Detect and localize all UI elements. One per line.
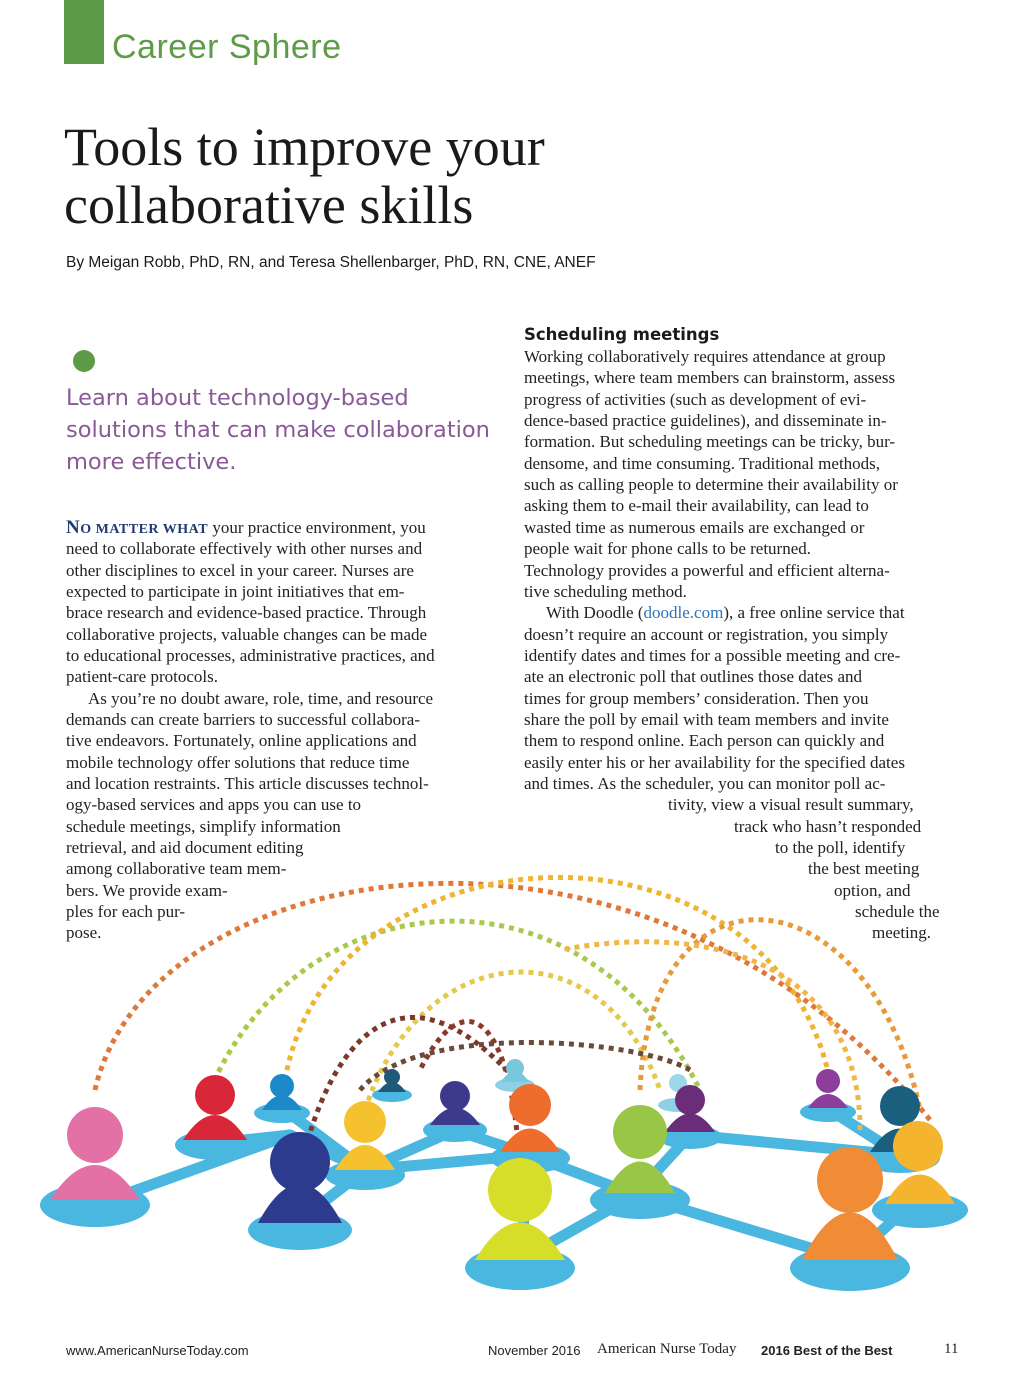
body-line: asking them to e-mail their availability, can lead to xyxy=(524,496,869,515)
footer-edition: 2016 Best of the Best xyxy=(761,1343,893,1358)
body-line: easily enter his or her availability for the specified dates xyxy=(524,753,905,772)
body-line: As you’re no doubt aware, role, time, and resource xyxy=(88,689,434,708)
deck-summary xyxy=(66,382,516,478)
footer-publication: American Nurse Today xyxy=(597,1341,737,1357)
body-line: wasted time as numerous emails are exchanged or xyxy=(524,518,865,537)
body-line: such as calling people to determine their availability or xyxy=(524,475,898,494)
page-number: 11 xyxy=(944,1341,959,1357)
body-line: ples for each pur- xyxy=(66,902,186,921)
body-line: formation. But scheduling meetings can be tricky, bur- xyxy=(524,432,896,451)
body-line: expected to participate in joint initiatives that em- xyxy=(66,582,405,601)
body-line: progress of activities (such as development of evi- xyxy=(524,390,867,409)
subhead-scheduling: Scheduling meetings xyxy=(524,325,720,344)
section-title: Career Sphere xyxy=(112,28,342,66)
body-line: track who hasn’t responded xyxy=(734,817,922,836)
footer-date: November 2016 xyxy=(488,1343,581,1358)
body-line: tive endeavors. Fortunately, online applications and xyxy=(66,731,417,750)
article-title xyxy=(64,118,764,234)
body-line: collaborative projects, valuable changes can be made xyxy=(66,625,428,644)
body-line: tive scheduling method. xyxy=(524,582,687,601)
bullet-dot-icon xyxy=(73,350,95,372)
article-title-line2: collaborative skills xyxy=(64,175,474,235)
body-line: identify dates and times for a possible meeting and cre- xyxy=(524,646,901,665)
body-line: NO MATTER WHAT your practice environment, you xyxy=(66,517,426,538)
body-line: need to collaborate effectively with other nurses and xyxy=(66,539,423,558)
body-line: Working collaboratively requires attendance at group xyxy=(524,347,886,366)
body-line: Technology provides a powerful and efficient alterna- xyxy=(524,561,890,580)
deck-line: Learn about technology-based xyxy=(66,385,409,411)
lead-in: NO MATTER WHAT xyxy=(66,517,209,538)
body-line: patient-care protocols. xyxy=(66,667,218,686)
body-line: share the poll by email with team members and invite xyxy=(524,710,889,729)
body-line: ogy-based services and apps you can use to xyxy=(66,795,362,814)
body-line: mobile technology offer solutions that reduce time xyxy=(66,753,410,772)
body-line: dence-based practice guidelines), and disseminate in- xyxy=(524,411,887,430)
body-line: schedule the xyxy=(855,902,940,921)
body-line: among collaborative team mem- xyxy=(66,859,287,878)
byline: By Meigan Robb, PhD, RN, and Teresa Shellenbarger, PhD, RN, CNE, ANEF xyxy=(66,254,596,271)
body-line: and location restraints. This article discusses technol- xyxy=(66,774,429,793)
body-line: retrieval, and aid document editing xyxy=(66,838,304,857)
body-line: them to respond online. Each person can quickly and xyxy=(524,731,885,750)
body-line: tivity, view a visual result summary, xyxy=(668,795,914,814)
body-line: meeting. xyxy=(872,923,932,942)
section-color-bar xyxy=(64,0,104,64)
body-line: to educational processes, administrative practices, and xyxy=(66,646,435,665)
body-line: to the poll, identify xyxy=(775,838,906,857)
body-line: schedule meetings, simplify information xyxy=(66,817,341,836)
body-line: ate an electronic poll that outlines those dates and xyxy=(524,667,862,686)
body-line: densome, and time consuming. Traditional methods, xyxy=(524,454,881,473)
body-line: the best meeting xyxy=(808,859,920,878)
body-line: doesn’t require an account or registration, you simply xyxy=(524,625,889,644)
doodle-link[interactable]: doodle.com xyxy=(643,603,724,622)
body-line: pose. xyxy=(66,923,102,942)
body-line: people wait for phone calls to be returned. xyxy=(524,539,812,558)
body-line: demands can create barriers to successful collabora- xyxy=(66,710,420,729)
body-line: option, and xyxy=(834,881,911,900)
body-line: brace research and evidence-based practice. Through xyxy=(66,603,427,622)
body-line: and times. As the scheduler, you can monitor poll ac- xyxy=(524,774,886,793)
body-line: other disciplines to excel in your career. Nurses are xyxy=(66,561,414,580)
body-line: With Doodle (doodle.com), a free online service that xyxy=(546,603,905,622)
footer-website[interactable]: www.AmericanNurseToday.com xyxy=(66,1343,249,1358)
body-line: meetings, where team members can brainstorm, assess xyxy=(524,368,896,387)
body-line: bers. We provide exam- xyxy=(66,881,228,900)
body-line: times for group members’ consideration. Then you xyxy=(524,689,869,708)
deck-line: solutions that can make collaboration xyxy=(66,417,490,443)
deck-line: more effective. xyxy=(66,449,237,475)
article-title-line1: Tools to improve your xyxy=(64,117,545,177)
